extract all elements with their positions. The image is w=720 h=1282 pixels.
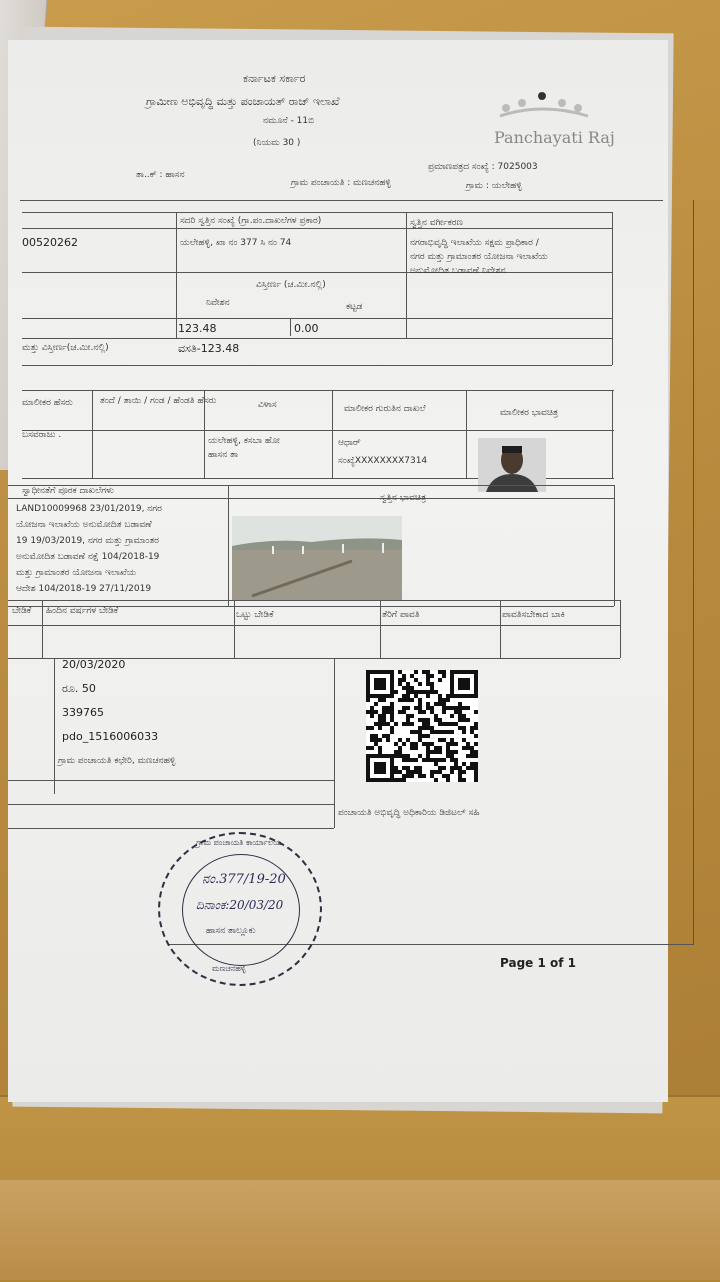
site-header: ನಿವೇಶನ xyxy=(206,298,230,308)
survey-number: ಯಲೇಹಳ್ಳಿ, ಖಾ ನಂ 377 ಸಿ ನಂ 74 xyxy=(180,238,292,248)
total-area-value: ವಸತಿ-123.48 xyxy=(178,342,240,355)
panchayati-raj-logo-icon xyxy=(498,88,598,118)
receipt-amount: ರೂ. 50 xyxy=(62,682,96,695)
certificate-number: ಪ್ರಮಾಣಪತ್ರದ ಸಂಖ್ಯೆ : 7025003 xyxy=(428,162,538,172)
classification-header: ಸ್ವತ್ತಿನ ವರ್ಗೀಕರಣ xyxy=(410,218,463,228)
official-stamp xyxy=(158,832,322,986)
pdo-id: pdo_1516006033 xyxy=(62,730,159,743)
classification-line-1: ನಗರಾಭಿವೃದ್ಧಿ ಇಲಾಖೆಯ ಸಕ್ಷಮ ಪ್ರಾಧಿಕಾರ / xyxy=(410,238,539,248)
address-header: ವಿಳಾಸ xyxy=(258,400,277,410)
signature-label: ಪಂಚಾಯತಿ ಅಭಿವೃದ್ಧಿ ಅಧಿಕಾರಿಯ ಡಿಜಿಟಲ್ ಸಹಿ xyxy=(338,808,480,818)
owner-photo xyxy=(478,438,546,492)
father-name-header: ತಂದೆ / ತಾಯಿ / ಗಂಡ / ಹೆಂಡತಿ ಹೆಸರು xyxy=(100,396,217,406)
qr-code xyxy=(366,670,478,782)
form-number: ನಮೂನೆ - 11ಬಿ xyxy=(263,116,315,126)
survey-header: ಸದರಿ ಸ್ವತ್ತಿನ ಸಂಖ್ಯೆ (ಗ್ರಾ.ಪಂ.ದಾಖಲೆಗಳ ಪ್ರಕಾರ) xyxy=(180,216,322,226)
id-type: ಆಧಾರ್ xyxy=(338,438,361,448)
building-area: 0.00 xyxy=(294,322,319,335)
id-proof-header: ಮಾಲೀಕರ ಗುರುತಿನ ದಾಖಲೆ xyxy=(344,404,426,414)
owner-name: ಬಸವರಾಜು . xyxy=(22,430,62,440)
doc-line-2: ಯೋಜನಾ ಇಲಾಖೆಯ ಅನುಮೋದಿತ ಬಡಾವಣೆ xyxy=(16,520,152,530)
classification-line-2: ನಗರ ಮತ್ತು ಗ್ರಾಮಾಂತರ ಯೋಜನಾ ಇಲಾಖೆಯ xyxy=(410,252,548,262)
demand-header: ಬೇಡಿಕೆ xyxy=(12,606,32,616)
gov-title: ಕರ್ನಾಟಕ ಸರ್ಕಾರ xyxy=(243,72,306,85)
doc-line-1: LAND10009968 23/01/2019, ನಗರ xyxy=(16,504,162,514)
tax-paid-header: ತೆರಿಗೆ ಪಾವತಿ xyxy=(382,610,420,620)
rule-number: (ನಿಯಮ 30 ) xyxy=(253,138,301,148)
area-header: ವಿಸ್ತೀರ್ಣ (ಚ.ಮೀ.ನಲ್ಲಿ) xyxy=(256,280,326,290)
stamp-number: ನಂ.377/19-20 xyxy=(202,872,286,887)
gram-panchayat: ಗ್ರಾಮ ಪಂಚಾಯತಿ : ಮಣಚನಹಳ್ಳಿ xyxy=(291,178,391,188)
property-photo-header: ಸ್ವತ್ತಿನ ಭಾವಚಿತ್ರ xyxy=(380,493,427,503)
stamp-place: ಹಾಸನ ತಾಲ್ಲೂಕು xyxy=(206,926,256,936)
receipt-date: 20/03/2020 xyxy=(62,658,126,671)
owner-address-2: ಹಾಸನ ತಾ xyxy=(208,450,239,460)
classification-line-3: ಅನುಮೋದಿತ ಬಡಾವಣೆ ನಿವೇಶನ xyxy=(410,266,506,276)
stamp-top-text: ಗ್ರಾಮ ಪಂಚಾಯತಿ ಕಾರ್ಯಾಲಯ xyxy=(196,838,282,847)
stamp-bottom-text: ಮಣಚನಹಳ್ಳಿ xyxy=(212,964,246,973)
building-header: ಕಟ್ಟಡ xyxy=(346,302,363,312)
page-number: Page 1 of 1 xyxy=(500,956,576,970)
site-area: 123.48 xyxy=(178,322,217,335)
taluk: ತಾ..ಕ್ : ಹಾಸನ xyxy=(136,170,185,180)
owner-address-1: ಯಲೇಹಳ್ಳಿ, ಕಸಬಾ ಹೋ xyxy=(208,436,280,446)
total-demand-header: ಒಟ್ಟು ಬೇಡಿಕೆ xyxy=(236,610,274,620)
doc-line-4: ಅನುಮೋದಿತ ಬಡಾವಣೆ ನಕ್ಷೆ 104/2018-19 xyxy=(16,552,160,562)
id-number: ಸಂಖ್ಯೆXXXXXXXX7314 xyxy=(338,456,428,466)
supporting-docs-header: ಸ್ವಾಧೀನತೆಗೆ ಪೂರಕ ದಾಖಲೆಗಳು xyxy=(22,486,114,496)
doc-line-5: ಮತ್ತು ಗ್ರಾಮಾಂತರ ಯೋಜನಾ ಇಲಾಖೆಯ xyxy=(16,568,137,578)
village: ಗ್ರಾಮ : ಯಲೇಹಳ್ಳಿ xyxy=(466,181,522,191)
doc-line-6: ಆದೇಶ 104/2018-19 27/11/2019 xyxy=(16,584,152,594)
owner-photo-header: ಮಾಲೀಕರ ಭಾವಚಿತ್ರ xyxy=(500,408,559,418)
balance-header: ಪಾವತಿಸಬೇಕಾದ ಬಾಕಿ xyxy=(502,610,565,620)
total-area-label: ಮತ್ತು ವಿಸ್ತೀರ್ಣ(ಚ.ಮೀ.ನಲ್ಲಿ) xyxy=(22,343,109,353)
stamp-date: ದಿನಾಂಕ:20/03/20 xyxy=(196,898,284,912)
dept-title: ಗ್ರಾಮೀಣ ಅಭಿವೃದ್ಧಿ ಮತ್ತು ಪಂಚಾಯತ್ ರಾಜ್ ಇಲಾಖೆ xyxy=(146,95,340,108)
office-name: ಗ್ರಾಮ ಪಂಚಾಯತಿ ಕಛೇರಿ, ಮಣಚನಹಳ್ಳಿ xyxy=(58,756,176,766)
receipt-number: 339765 xyxy=(62,706,104,719)
previous-demand-header: ಹಿಂದಿನ ವರ್ಷಗಳ ಬೇಡಿಕೆ xyxy=(46,606,119,616)
table-edge-strip xyxy=(0,1180,720,1280)
property-id: 00520262 xyxy=(22,236,78,249)
doc-line-3: 19 19/03/2019, ನಗರ ಮತ್ತು ಗ್ರಾಮಾಂತರ xyxy=(16,536,159,546)
owner-name-header: ಮಾಲೀಕರ ಹೆಸರು xyxy=(22,398,73,408)
property-photo xyxy=(232,516,402,600)
logo-text: Panchayati Raj xyxy=(494,128,615,147)
certificate-page xyxy=(8,40,668,1102)
